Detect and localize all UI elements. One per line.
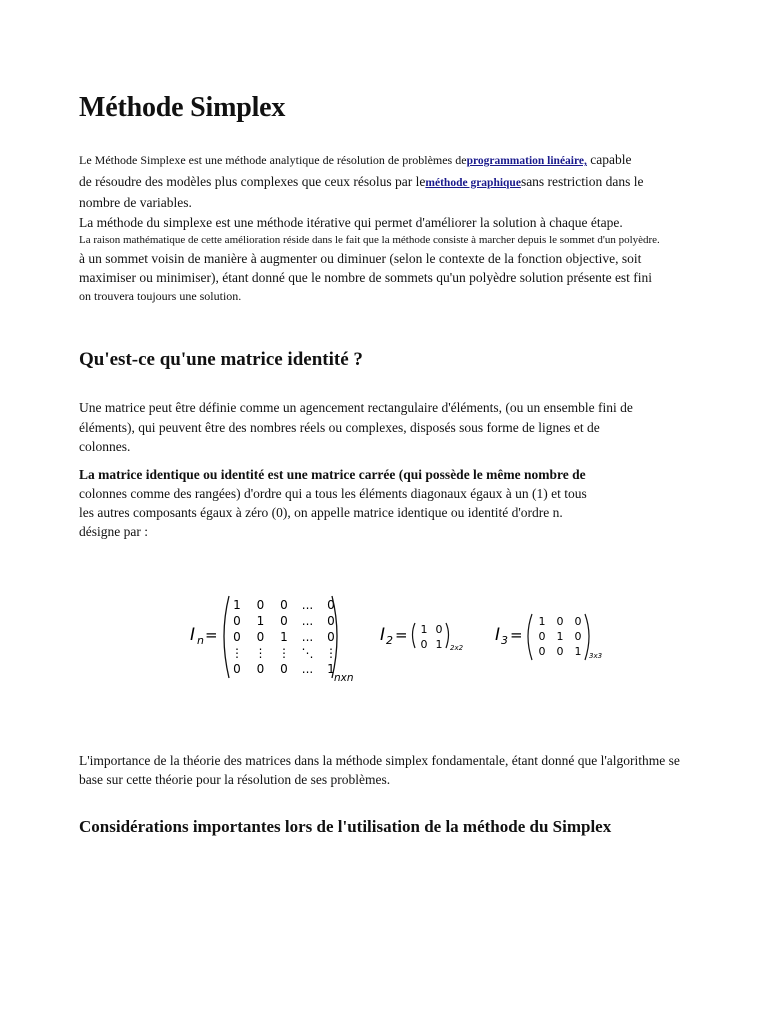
i3-left-paren [528, 614, 532, 660]
in-entry-r3-c4: ... [301, 630, 314, 644]
iterative-line-2: La raison mathématique de cette amélioration réside dans le fait que la méthode consiste à marcher depuis le sommet d'un polyèdre. [79, 234, 660, 246]
i3-entry-r1-c2: 0 [556, 615, 564, 628]
i2-right-paren [446, 623, 449, 648]
iterative-line-1: La méthode du simplexe est une méthode itérative qui permet d'améliorer la solution à chaque étape. [79, 215, 623, 230]
in-entry-r5-c2: 0 [256, 662, 265, 676]
identity-def-line-3: les autres composants égaux à zéro (0), on appelle matrice identique ou identité d'ordre n. [79, 505, 563, 520]
in-equals: = [205, 626, 218, 644]
i2-entry-r2-c1: 0 [420, 638, 428, 651]
in-entry-r4-c1: ⋮ [231, 646, 243, 660]
in-entry-r3-c3: 1 [280, 630, 288, 644]
i2-subscript: 2 [386, 634, 393, 647]
i2-entry-r1-c2: 0 [435, 623, 443, 636]
in-entry-r1-c5: 0 [327, 598, 335, 612]
intro-text-2b: sans restriction dans le [520, 173, 644, 189]
in-entry-r3-c5: 0 [327, 630, 335, 644]
intro-text-3: nombre de variables. [79, 195, 192, 210]
iterative-line-4: maximiser ou minimiser), étant donné que le nombre de sommets qu'un polyèdre solution présente est fini [79, 270, 653, 285]
in-entry-r5-c5: 1 [327, 662, 335, 676]
identity-matrix-2 [380, 623, 464, 652]
matrix-definition-paragraph [79, 398, 679, 457]
i3-entry-r2-c1: 0 [538, 630, 546, 643]
iterative-line-5: on trouvera toujours une solution. [79, 289, 242, 303]
identity-def-line-2: colonnes comme des rangées) d'ordre qui a tous les éléments diagonaux égaux à un (1) et tous [79, 486, 587, 501]
i2-equals: = [395, 626, 408, 644]
in-entry-r1-c2: 0 [256, 598, 265, 612]
in-left-paren [224, 596, 229, 678]
intro-text-1b: capable [586, 152, 632, 167]
identity-definition-paragraph [79, 465, 679, 541]
matrix-def-line-3: colonnes. [79, 439, 131, 454]
in-entry-r4-c5: ⋮ [325, 646, 337, 660]
identity-matrix-formula [184, 590, 624, 686]
importance-line-2: base sur cette théorie pour la résolution de ses problèmes. [79, 771, 391, 787]
in-entry-r2-c3: 0 [280, 614, 288, 628]
intro-paragraph [79, 150, 699, 213]
in-entry-r1-c3: 0 [280, 598, 288, 612]
i2-label: I [380, 625, 386, 645]
i2-entry-r1-c1: 1 [420, 623, 428, 636]
in-label: I [190, 625, 196, 645]
in-entry-r1-c1: 1 [233, 598, 241, 612]
i2-size-label: 2x2 [450, 644, 464, 652]
in-entry-r4-c3: ⋮ [278, 646, 290, 660]
in-entry-r5-c3: 0 [280, 662, 288, 676]
i2-left-paren [413, 623, 416, 648]
in-entry-r2-c5: 0 [327, 614, 335, 628]
i2-entry-r2-c2: 1 [435, 638, 443, 651]
section-heading-considerations: Considérations importantes lors de l'utilisation de la méthode du Simplex [79, 817, 612, 836]
importance-paragraph [79, 752, 699, 789]
in-subscript: n [197, 634, 204, 647]
i3-entry-r2-c3: 0 [574, 630, 582, 643]
page-title: Méthode Simplex [79, 92, 286, 123]
i3-entry-r1-c1: 1 [538, 615, 546, 628]
matrix-def-line-2: éléments), qui peuvent être des nombres réels ou complexes, disposés sous forme de lignes et de [79, 419, 600, 435]
i3-entry-r2-c2: 1 [556, 630, 564, 643]
in-entry-r2-c2: 1 [256, 614, 265, 628]
i3-entry-r3-c1: 0 [538, 645, 546, 658]
identity-matrix-3 [495, 614, 602, 660]
i3-size-label: 3x3 [589, 652, 603, 660]
intro-text-1: Le Méthode Simplexe est une méthode analytique de résolution de problèmes de [79, 153, 467, 167]
i3-subscript: 3 [501, 634, 508, 647]
importance-line-1: L'importance de la théorie des matrices dans la méthode simplex fondamentale, étant donné que l'algorithme se [79, 753, 680, 768]
link-programmation-lineaire[interactable]: programmation linéaire, [466, 155, 587, 167]
in-entry-r3-c2: 0 [256, 630, 265, 644]
iterative-line-3: à un sommet voisin de manière à augmenter ou diminuer (selon le contexte de la fonction objective, soit [79, 251, 642, 266]
in-matrix-entries [231, 598, 337, 676]
in-entry-r5-c1: 0 [233, 662, 241, 676]
in-entry-r1-c4: ... [301, 598, 314, 612]
in-entry-r2-c4: ... [301, 614, 314, 628]
in-entry-r4-c2: ⋮ [254, 646, 267, 660]
identity-def-line-4: désigne par : [79, 524, 148, 539]
in-entry-r3-c1: 0 [233, 630, 241, 644]
in-entry-r5-c4: ... [301, 662, 314, 676]
identity-def-bold-line: La matrice identique ou identité est une matrice carrée (qui possède le même nombre de [79, 467, 586, 482]
i3-label: I [495, 625, 501, 645]
link-methode-graphique[interactable]: méthode graphique [425, 176, 521, 189]
iterative-paragraph [79, 213, 709, 306]
identity-matrix-n [190, 596, 354, 684]
section-heading-identity-matrix: Qu'est-ce qu'une matrice identité ? [79, 349, 363, 370]
i3-entry-r1-c3: 0 [574, 615, 582, 628]
i2-matrix-entries [421, 623, 443, 651]
in-size-label: nxn [334, 672, 354, 684]
i3-equals: = [510, 626, 523, 644]
i3-entry-r3-c2: 0 [556, 645, 564, 658]
i3-matrix-entries [539, 615, 582, 658]
matrix-def-line-1: Une matrice peut être définie comme un agencement rectangulaire d'éléments, (ou un ensemble fini de [79, 400, 633, 415]
in-entry-r4-c4: ⋱ [301, 646, 314, 660]
intro-text-2: de résoudre des modèles plus complexes que ceux résolus par le [79, 173, 426, 189]
i3-entry-r3-c3: 1 [574, 645, 582, 658]
in-entry-r2-c1: 0 [233, 614, 241, 628]
